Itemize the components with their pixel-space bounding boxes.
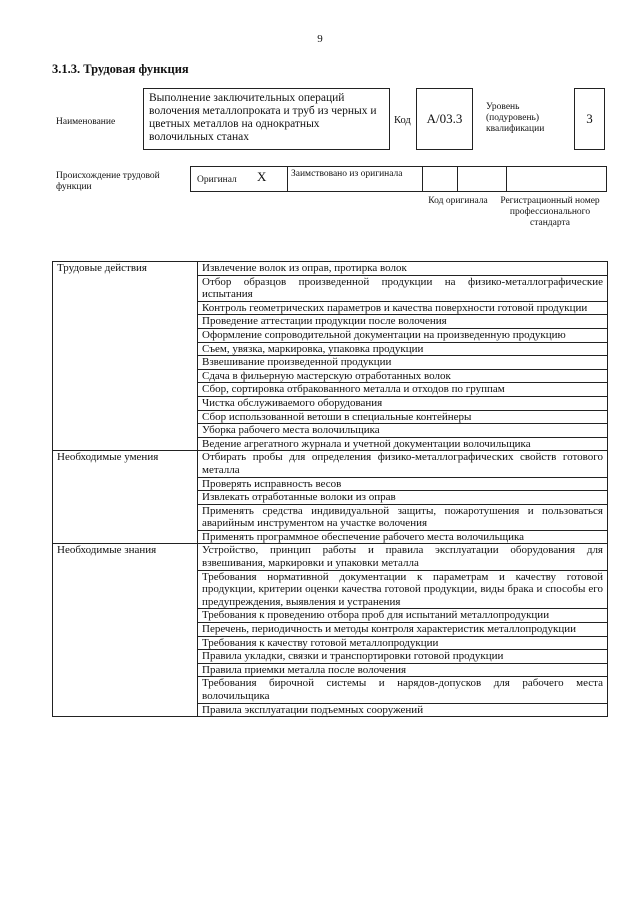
table-item: Взвешивание произведенной продукции bbox=[198, 356, 608, 370]
table-item: Чистка обслуживаемого оборудования bbox=[198, 396, 608, 410]
table-item: Требования к качеству готовой металлопродукции bbox=[198, 636, 608, 650]
table-item: Отбор образцов произведенной продукции на физико-металлографические испытания bbox=[198, 275, 608, 301]
table-item: Правила эксплуатации подъемных сооружений bbox=[198, 703, 608, 717]
category-cell: Необходимые умения bbox=[53, 451, 198, 544]
labor-function-table bbox=[52, 261, 608, 717]
table-item: Ведение агрегатного журнала и учетной документации волочильщика bbox=[198, 437, 608, 451]
borrowed-label: Заимствовано из оригинала bbox=[291, 169, 403, 179]
table-item: Применять программное обеспечение рабочего места волочильщика bbox=[198, 530, 608, 544]
category-cell: Необходимые знания bbox=[53, 544, 198, 717]
table-item: Уборка рабочего места волочильщика bbox=[198, 424, 608, 438]
level-label: Уровень (подуровень) квалификации bbox=[486, 102, 545, 134]
table-item: Правила приемки металла после волочения bbox=[198, 663, 608, 677]
table-item: Применять средства индивидуальной защиты, пожаротушения и пользоваться аварийным инструментом на участке волочения bbox=[198, 504, 608, 530]
table-item: Сдача в фильерную мастерскую отработанных волок bbox=[198, 369, 608, 383]
table-item: Проверять исправность весов bbox=[198, 477, 608, 491]
qualification-level: 3 bbox=[574, 88, 605, 150]
table-item: Проведение аттестации продукции после волочения bbox=[198, 315, 608, 329]
code-original-label: Код оригинала bbox=[428, 196, 488, 206]
table-item: Сбор использованной ветоши в специальные контейнеры bbox=[198, 410, 608, 424]
section-title: 3.1.3. Трудовая функция bbox=[52, 62, 189, 76]
table-item: Требования к проведению отбора проб для испытаний металлопродукции bbox=[198, 609, 608, 623]
original-mark: X bbox=[257, 169, 267, 184]
table-item: Устройство, принцип работы и правила эксплуатации оборудования для взвешивания, маркировки и упаковки металла bbox=[198, 544, 608, 570]
table-row bbox=[53, 544, 608, 570]
category-cell: Трудовые действия bbox=[53, 262, 198, 451]
code-label: Код bbox=[394, 115, 411, 126]
table-item: Контроль геометрических параметров и качества поверхности готовой продукции bbox=[198, 301, 608, 315]
table-item: Перечень, периодичность и методы контроля характеристик металлопродукции bbox=[198, 623, 608, 637]
table-item: Отбирать пробы для определения физико-металлографических свойств готового металла bbox=[198, 451, 608, 477]
function-name: Выполнение заключительных операций волочения металлопроката и труб из черных и цветных металлов на однократных волочильных станах bbox=[143, 88, 390, 150]
function-code: A/03.3 bbox=[416, 88, 473, 150]
origin-label: Происхождение трудовой функции bbox=[56, 171, 160, 192]
name-label: Наименование bbox=[56, 117, 116, 127]
table-item: Требования нормативной документации к параметрам и качеству готовой продукции, критерии оценки качества готовой продукции, виды брака и способы его предупреждения, выявления и устранения bbox=[198, 570, 608, 609]
table-row bbox=[53, 262, 608, 276]
page-number: 9 bbox=[317, 33, 323, 45]
original-label: Оригинал bbox=[197, 175, 237, 185]
table-item: Правила укладки, связки и транспортировки готовой продукции bbox=[198, 650, 608, 664]
table-item: Требования бирочной системы и нарядов-допусков для рабочего места волочильщика bbox=[198, 677, 608, 703]
table-item: Сбор, сортировка отбракованного металла и отходов по группам bbox=[198, 383, 608, 397]
table-row bbox=[53, 451, 608, 477]
table-item: Извлекать отработанные волоки из оправ bbox=[198, 491, 608, 505]
table-item: Извлечение волок из оправ, протирка волок bbox=[198, 262, 608, 276]
table-item: Съем, увязка, маркировка, упаковка продукции bbox=[198, 342, 608, 356]
reg-number-label: Регистрационный номер профессионального стандарта bbox=[500, 196, 600, 228]
origin-table bbox=[190, 166, 607, 192]
table-item: Оформление сопроводительной документации на произведенную продукцию bbox=[198, 328, 608, 342]
